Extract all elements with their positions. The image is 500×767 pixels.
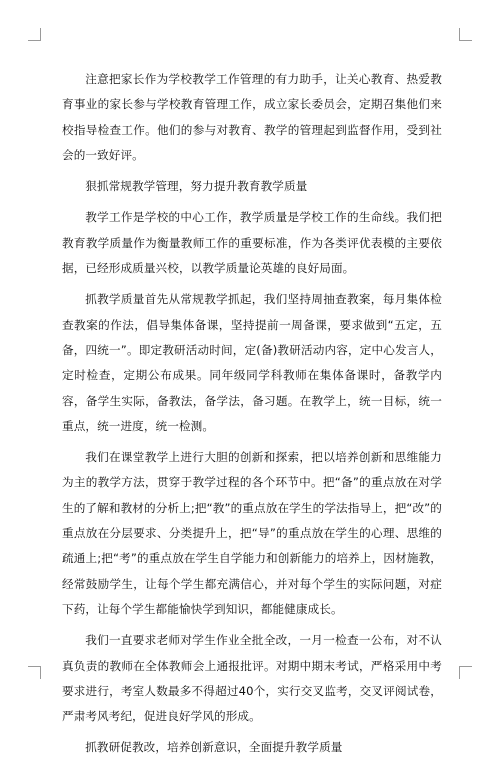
- crop-mark-top-right: [459, 28, 472, 41]
- section-heading-research-reform: 抓教研促教改，培养创新意识，全面提升教学质量: [85, 740, 343, 755]
- crop-mark-bottom-left: [28, 666, 41, 679]
- section-heading-routine-teaching: 狠抓常规教学管理，努力提升教育教学质量: [85, 179, 308, 194]
- document-body: [62, 67, 442, 767]
- paragraph-parent-involvement: 注意把家长作为学校教学工作管理的有力助手，让关心教育、热爱教育事业的家长参与学校教育管理工作，成立家长委员会，定期召集他们来校指导检查工作。他们的参与对教育、教学的管理起到监督作用，受到社会的一致好评。: [62, 72, 442, 162]
- paragraph-teaching-quality: 教学工作是学校的中心工作，教学质量是学校工作的生命线。我们把教育教学质量作为衡量教师工作的重要标准，作为各类评优表模的主要依据，已经形成质量兴校，以教学质量论英雄的良好局面。: [62, 210, 442, 276]
- crop-mark-top-left: [28, 28, 41, 41]
- paragraph-homework-exams: 我们一直要求老师对学生作业全批全改，一月一检查一公布，对不认真负责的教师在全体教师会上通报批评。对期中期末考试，严格采用中考要求进行，考室人数最多不得超过40个，实行交叉监考，交叉评阅试卷，严肃考风考纪，促进良好学风的形成。: [62, 633, 442, 724]
- paragraph-lesson-planning: 抓教学质量首先从常规教学抓起，我们坚持周抽查教案，每月集体检查教案的作法，倡导集体备课，坚持提前一周备课，要求做到“五定，五备，四统一”。即定教研活动时间，定(备)教研活动内容，定中心发言人，定时检查，定期公布成果。同年级同学科教师在集体备课时，备教学内容，备学生实际，备教法，备学法，备习题。在教学上，统一目标，统一重点，统一进度，统一检测。: [62, 292, 442, 433]
- paragraph-classroom-innovation: 我们在课堂教学上进行大胆的创新和探索，把以培养创新和思维能力为主的教学方法，贯穿于教学过程的各个环节中。把“备”的重点放在对学生的了解和教材的分析上;把“教”的重点放在学生的学法指导上，把“改”的重点放在分层要求、分类提升上，把“导”的重点放在学生的心理、思维的疏通上;把“考”的重点放在学生自学能力和创新能力的培养上，因材施教，经常鼓励学生，让每个学生都充满信心，并对每个学生的实际问题，对症下药，让每个学生都能愉快学到知识，都能健康成长。: [62, 450, 442, 616]
- crop-mark-bottom-right: [459, 666, 472, 679]
